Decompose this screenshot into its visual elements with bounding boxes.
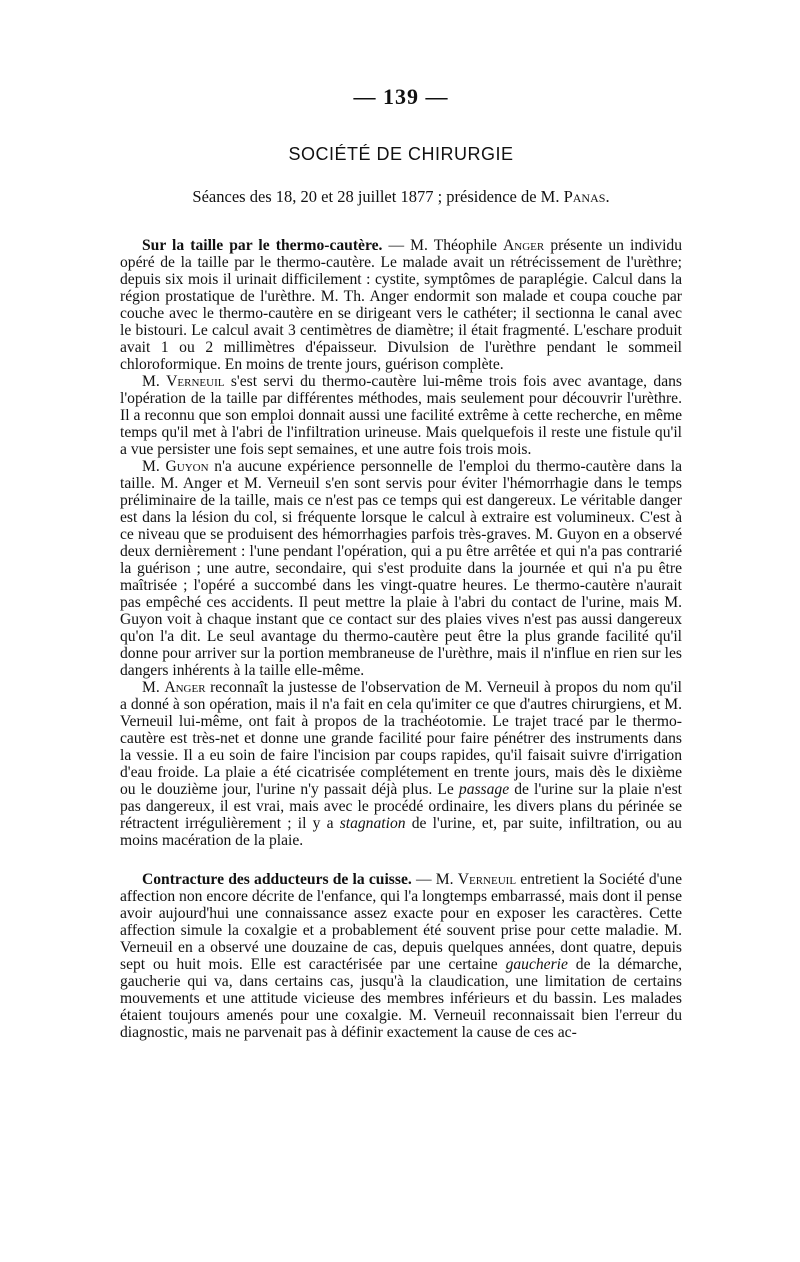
article1-title: Sur la taille par le thermo-cautère. — [142, 237, 383, 254]
article1-paragraph-3 — [120, 458, 682, 679]
text-run: de l'urine sur la plaie n'est pas dangereux, il est vrai, mais avec le procédé ordinaire, les divers plans du périnée se rétractent irrégulièrement ; il y a — [120, 781, 682, 832]
text-run: n'a aucune expérience personnelle de l'emploi du thermo-cautère dans la taille. M. Anger et M. Verneuil s'en sont servis pour éviter l'hémorrhagie dans le temps préliminaire de la taille, mais ce n'est pas ce temps qui est dangereux. Le véritable danger est dans la lésion du col, si fréquente lorsque le calcul à extraire est volumineux. C'est à ce niveau que se produisent des hémorrhagies parfois très-graves. M. Guyon en a observé deux dernièrement : l'une pendant l'opération, qui a pu être arrêtée et qui n'a pas contrarié la guérison ; une autre, secondaire, qui s'est produite dans la journée et qui n'a pu être maîtrisée ; l'opéré a succombé dans les vingt-quatre heures. Le thermo-cautère n'aurait pas empêché ces accidents. Il peut mettre la plaie à l'abri du contact de l'urine, mais M. Guyon voit à chaque instant que ce contact sur des plaies vives n'est pas aussi dangereux qu'on l'a dit. Le seul avantage du thermo-cautère peut être la plus grande facilité qu'il donne pour arriver sur la portion membraneuse de l'urèthre, mais il n'influe en rien sur les dangers inhérents à la taille elle-même. — [120, 458, 682, 679]
text-run: s'est servi du thermo-cautère lui-même trois fois avec avantage, dans l'opération de la taille par différentes méthodes, mais seulement pour découvrir l'urèthre. Il a reconnu que son emploi donnait aussi une facilité extrême à cette recherche, en même temps qu'il met à l'abri de l'infiltration urineuse. Mais quelquefois il reste une fistule qu'il a vue persister une fois sept semaines, et une autre fois trois mois. — [120, 373, 682, 458]
text-run: reconnaît la justesse de l'observation de M. Verneuil à propos du nom qu'il a donné à son opération, mais il n'a fait en cela qu'imiter ce que d'autres chirurgiens, et M. Verneuil lui-même, ont fait à propos de la trachéotomie. Le trajet tracé par le thermo-cautère est très-net et donne une grande facilité pour faire pénétrer des instruments dans la vessie. Il a eu soin de faire l'incision par coups rapides, qu'il faisait suivre d'irrigation d'eau froide. La plaie a été cicatrisée complétement en trente jours, mais dès le dixième ou le douzième jour, l'urine n'y passait déjà plus. Le — [120, 679, 682, 798]
article1-paragraph-1 — [120, 237, 682, 373]
person-name: Anger — [164, 679, 206, 696]
text-run: M. — [142, 458, 166, 475]
session-president: Panas — [563, 187, 606, 206]
italic-word: gaucherie — [505, 956, 568, 973]
text-run: — M. Théophile — [382, 237, 504, 254]
person-name: Anger — [503, 237, 545, 254]
page-number: — 139 — — [353, 84, 449, 109]
article2-title: Contracture des adducteurs de la cuisse. — [142, 871, 412, 888]
session-line — [120, 187, 682, 207]
article1-paragraph-2 — [120, 373, 682, 458]
article2-paragraph-1 — [120, 871, 682, 1041]
body-text — [120, 237, 682, 1041]
session-prefix: Séances des 18, 20 et 28 juillet 1877 ; présidence de M. — [192, 187, 564, 206]
text-run: présente un individu opéré de la taille par le thermo-cautère. Le malade avait un rétrécissement de l'urèthre; depuis six mois il urinait difficilement : cystite, symptômes de paraplégie. Calcul dans la région prostatique de l'urèthre. M. Th. Anger endormit son malade et coupa couche par couche avec le thermo-cautère en se dirigeant vers le cathéter; il sectionna le canal avec le bistouri. Le calcul avait 3 centimètres de diamètre; il était fragmenté. L'eschare produit avait 1 ou 2 millimètres d'épaisseur. Divulsion de l'urèthre pendant le sommeil chloroformique. En moins de trente jours, guérison complète. — [120, 237, 683, 373]
text-run: M. — [142, 373, 167, 390]
person-name: Guyon — [165, 458, 209, 475]
person-name: Verneuil — [166, 373, 225, 390]
italic-word: passage — [458, 781, 510, 798]
text-run: — M. — [411, 871, 458, 888]
person-name: Verneuil — [457, 871, 517, 888]
text-run: entretient la Société d'une affection non encore décrite de l'enfance, qui l'a longtemps embarrassé, mais dont il pense avoir aujourd'hui une connaissance assez exacte pour en exposer les caractères. Cette affection simule la coxalgie et a probablement été souvent prise pour cette maladie. M. Verneuil en a observé une douzaine de cas, depuis quelques années, dont quatre, depuis sept ou huit mois. Elle est caractérisée par une certaine — [120, 871, 682, 973]
italic-word: stagnation — [339, 815, 406, 832]
session-suffix: . — [605, 187, 610, 206]
article1-paragraph-4 — [120, 679, 682, 849]
text-run: M. — [142, 679, 165, 696]
text-run: de la démarche, gaucherie qui va, dans certains cas, jusqu'à la claudication, une limitation de certains mouvements et une attitude vicieuse des membres inférieurs et du bassin. Les malades étaient toujours amenés pour une coxalgie. M. Verneuil reconnaissait bien l'erreur du diagnostic, mais ne parvenait pas à définir exactement la cause de ces ac- — [120, 956, 682, 1041]
section-title: SOCIÉTÉ DE CHIRURGIE — [288, 144, 514, 164]
text-run: de l'urine, et, par suite, infiltration, ou au moins macération de la plaie. — [120, 815, 682, 849]
